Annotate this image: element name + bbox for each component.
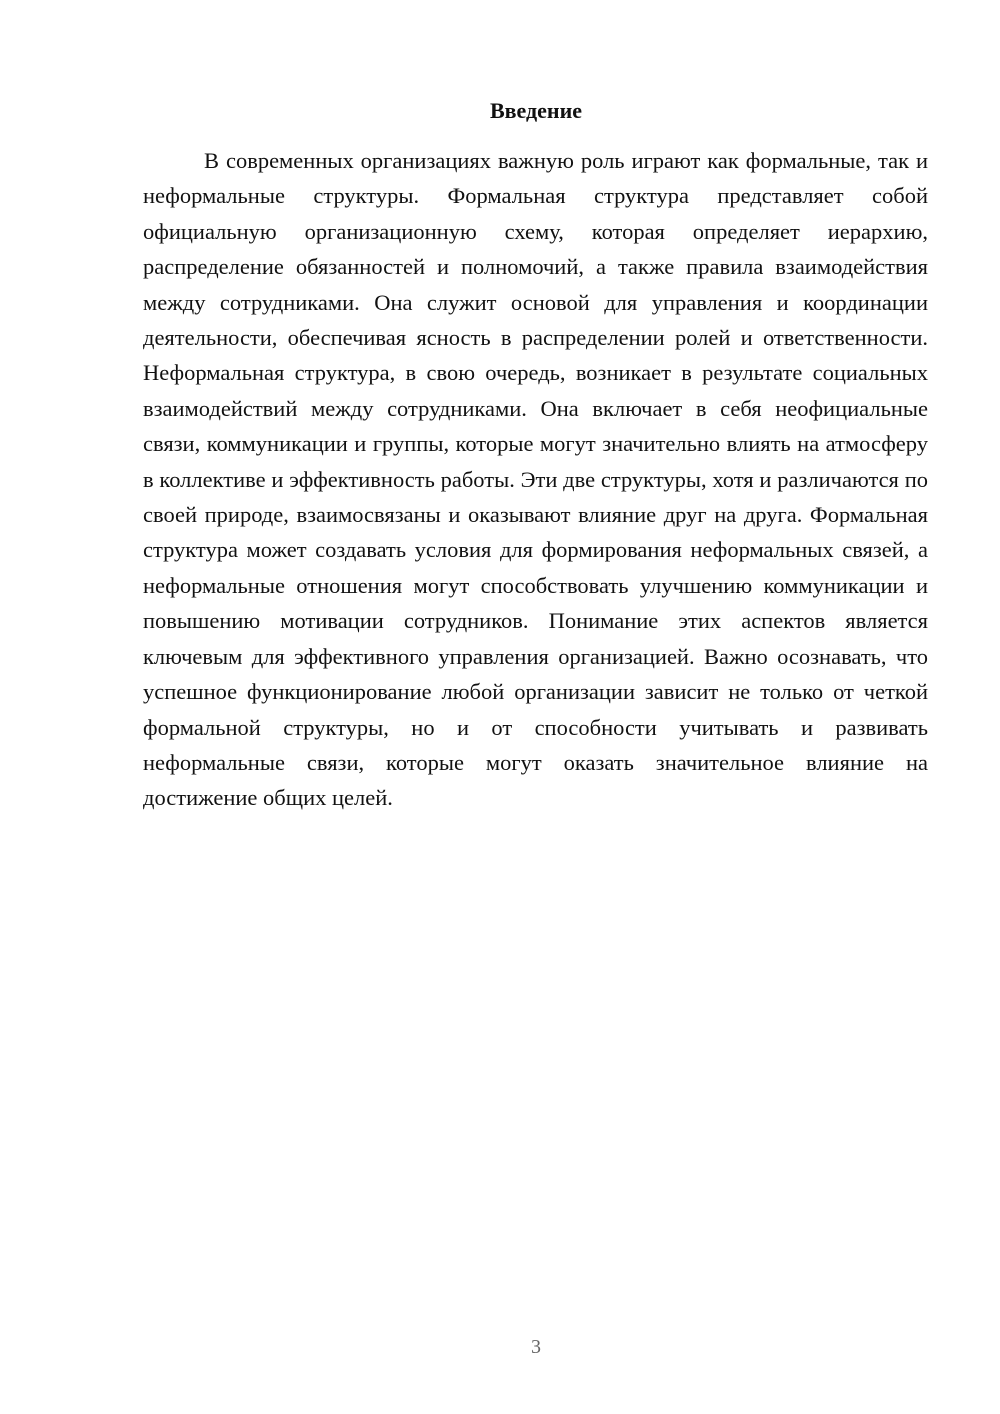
page-title: Введение [489,98,583,123]
intro-paragraph: В современных организациях важную роль играют как формальные, так и неформальные структуры. Формальная структура представляет собой официальную организационную схему, которая определяет иерархию, распределение обязанностей и полномочий, а также правила взаимодействия между сотрудниками. Она служит основой для управления и координации деятельности, обеспечивая ясность в распределении ролей и ответственности. Неформальная структура, в свою очередь, возникает в результате социальных взаимодействий между сотрудниками. Она включает в себя неофициальные связи, коммуникации и группы, которые могут значительно влиять на атмосферу в коллективе и эффективность работы. Эти две структуры, хотя и различаются по своей природе, взаимосвязаны и оказывают влияние друг на друга. Формальная структура может создавать условия для формирования неформальных связей, а неформальные отношения могут способствовать улучшению коммуникации и повышению мотивации сотрудников. Понимание этих аспектов является ключевым для эффективного управления организацией. Важно осознавать, что успешное функционирование любой организации зависит не только от четкой формальной структуры, но и от способности учитывать и развивать неформальные связи, которые могут оказать значительное влияние на достижение общих целей. [143,148,928,811]
page-number: 3 [531,1336,541,1358]
